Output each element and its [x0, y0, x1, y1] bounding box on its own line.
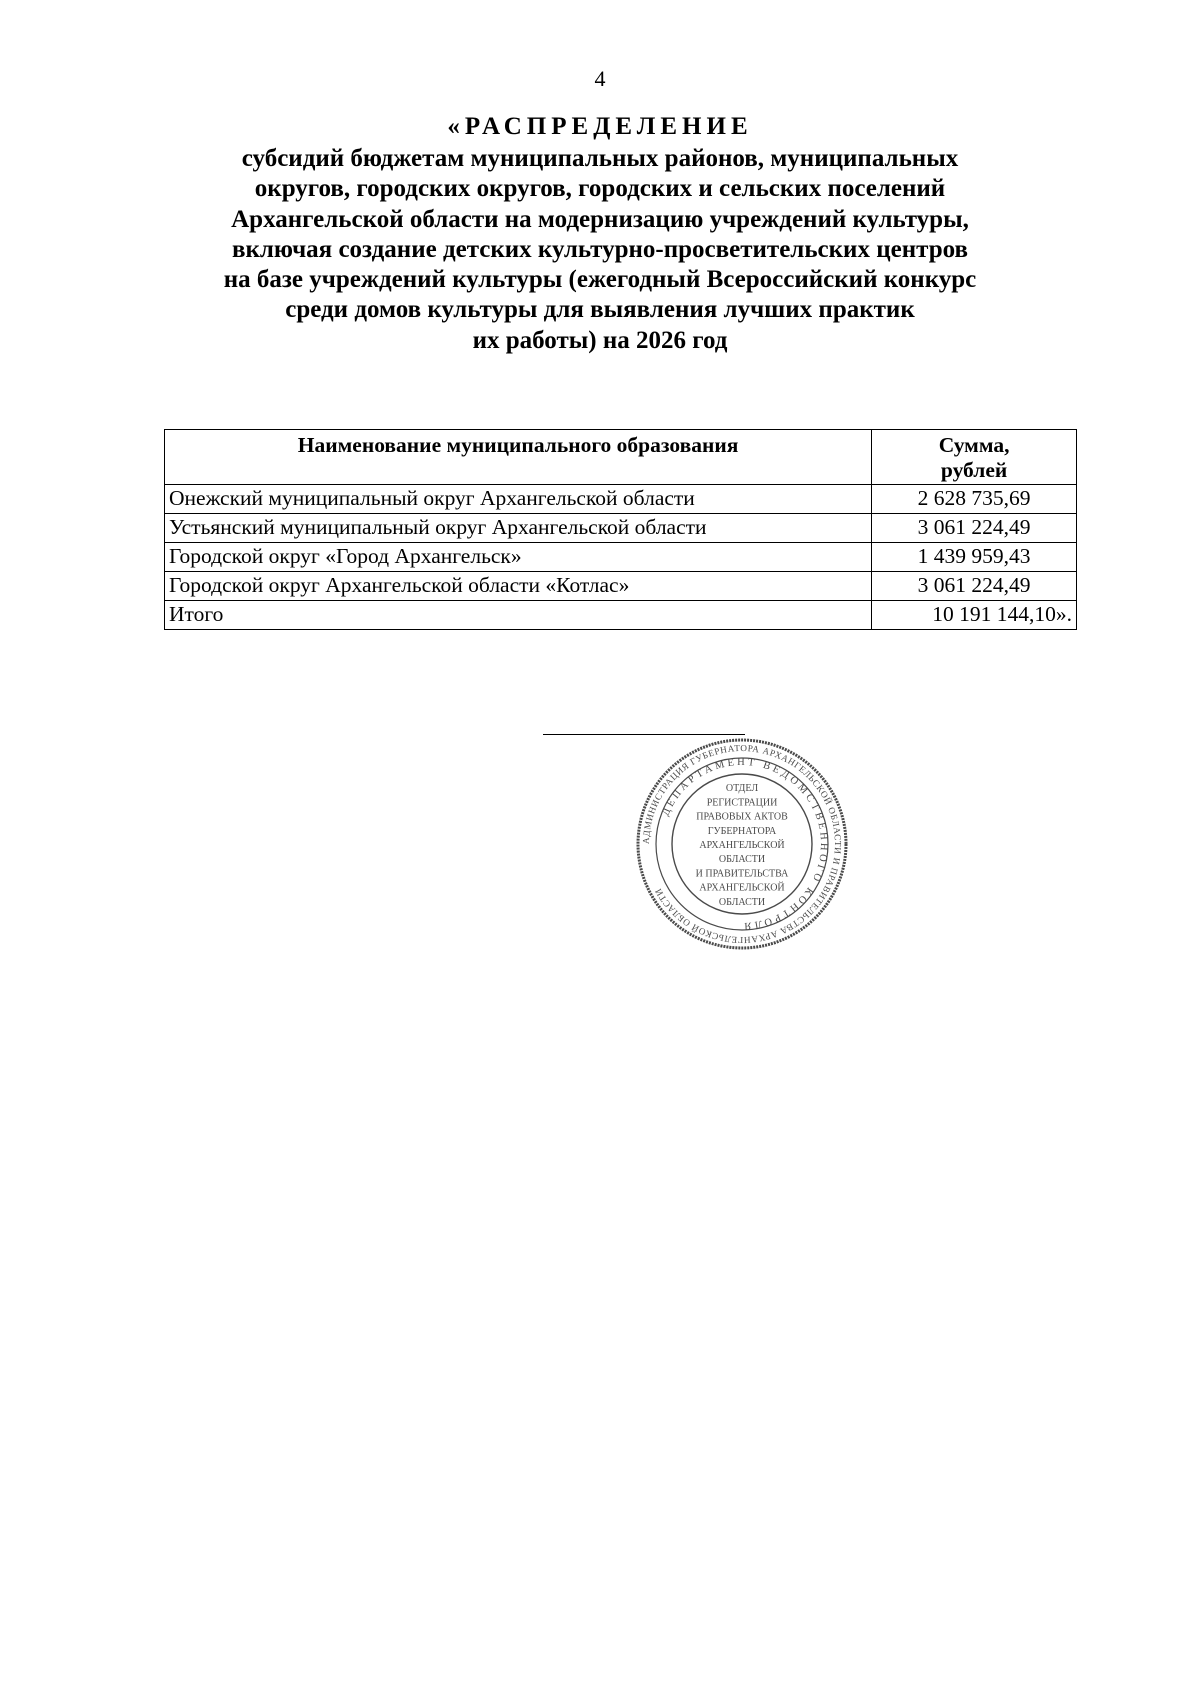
title-line: их работы) на 2026 год: [472, 326, 728, 354]
row-name: Городской округ Архангельской области «Котлас»: [165, 572, 872, 601]
official-stamp: [636, 738, 848, 950]
stamp-center-line: ОБЛАСТИ: [718, 854, 766, 866]
total-sum: 10 191 144,10».: [872, 601, 1077, 630]
header-name: Наименование муниципального образования: [165, 430, 872, 485]
header-sum: [872, 430, 1077, 485]
title-line: среди домов культуры для выявления лучших практик: [285, 296, 915, 324]
title-line: Архангельской области на модернизацию учреждений культуры,: [231, 205, 969, 233]
row-sum: 1 439 959,43: [872, 543, 1077, 572]
stamp-center-line: АРХАНГЕЛЬСКОЙ: [699, 840, 785, 851]
total-label: Итого: [165, 601, 872, 630]
row-name: Городской округ «Город Архангельск»: [165, 543, 872, 572]
table-header-row: [165, 430, 1077, 485]
stamp-center-line: ГУБЕРНАТОРА: [707, 825, 777, 837]
title-subtitle: [150, 144, 1050, 356]
page-number: 4: [594, 66, 606, 91]
stamp-center-line: АРХАНГЕЛЬСКОЙ: [699, 882, 785, 894]
signature-line: [543, 734, 745, 735]
table-row: [165, 514, 1077, 543]
table-total-row: [165, 601, 1077, 630]
table-row: [165, 485, 1077, 514]
title-line: округов, городских округов, городских и сельских поселений: [254, 175, 946, 203]
stamp-center-line: ОБЛАСТИ: [718, 896, 766, 908]
stamp-center-line: ПРАВОВЫХ АКТОВ: [696, 811, 788, 823]
table-row: [165, 543, 1077, 572]
document-title: [150, 110, 1050, 356]
stamp-center-text: [696, 783, 790, 908]
header-sum-line: рублей: [940, 458, 1008, 482]
row-name: Устьянский муниципальный округ Архангельской области: [165, 514, 872, 543]
title-line: включая создание детских культурно-просветительских центров: [232, 235, 968, 263]
stamp-outer-text: АДМИНИСТРАЦИЯ ГУБЕРНАТОРА АРХАНГЕЛЬСКОЙ ОБЛАСТИ И ПРАВИТЕЛЬСТВА АРХАНГЕЛЬСКОЙ ОБЛАСТИ: [640, 742, 844, 946]
row-sum: 3 061 224,49: [872, 572, 1077, 601]
stamp-center-line: И ПРАВИТЕЛЬСТВА: [695, 868, 789, 880]
stamp-center-line: ОТДЕЛ: [725, 783, 759, 795]
title-main: «РАСПРЕДЕЛЕНИЕ: [447, 113, 753, 140]
stamp-center-line: РЕГИСТРАЦИИ: [706, 797, 778, 809]
title-line: субсидий бюджетам муниципальных районов, муниципальных: [241, 145, 959, 172]
stamp-seal-icon: [636, 738, 848, 950]
distribution-table: [164, 429, 1077, 630]
title-line: на базе учреждений культуры (ежегодный Всероссийский конкурс: [223, 266, 977, 294]
row-sum: 3 061 224,49: [872, 514, 1077, 543]
stamp-inner-text: ДЕПАРТАМЕНТ ВЕДОМСТВЕННОГО КОНТРОЛЯ: [660, 756, 830, 932]
header-sum-line: Сумма,: [938, 433, 1010, 457]
row-sum: 2 628 735,69: [872, 485, 1077, 514]
row-name: Онежский муниципальный округ Архангельской области: [165, 485, 872, 514]
table-row: [165, 572, 1077, 601]
